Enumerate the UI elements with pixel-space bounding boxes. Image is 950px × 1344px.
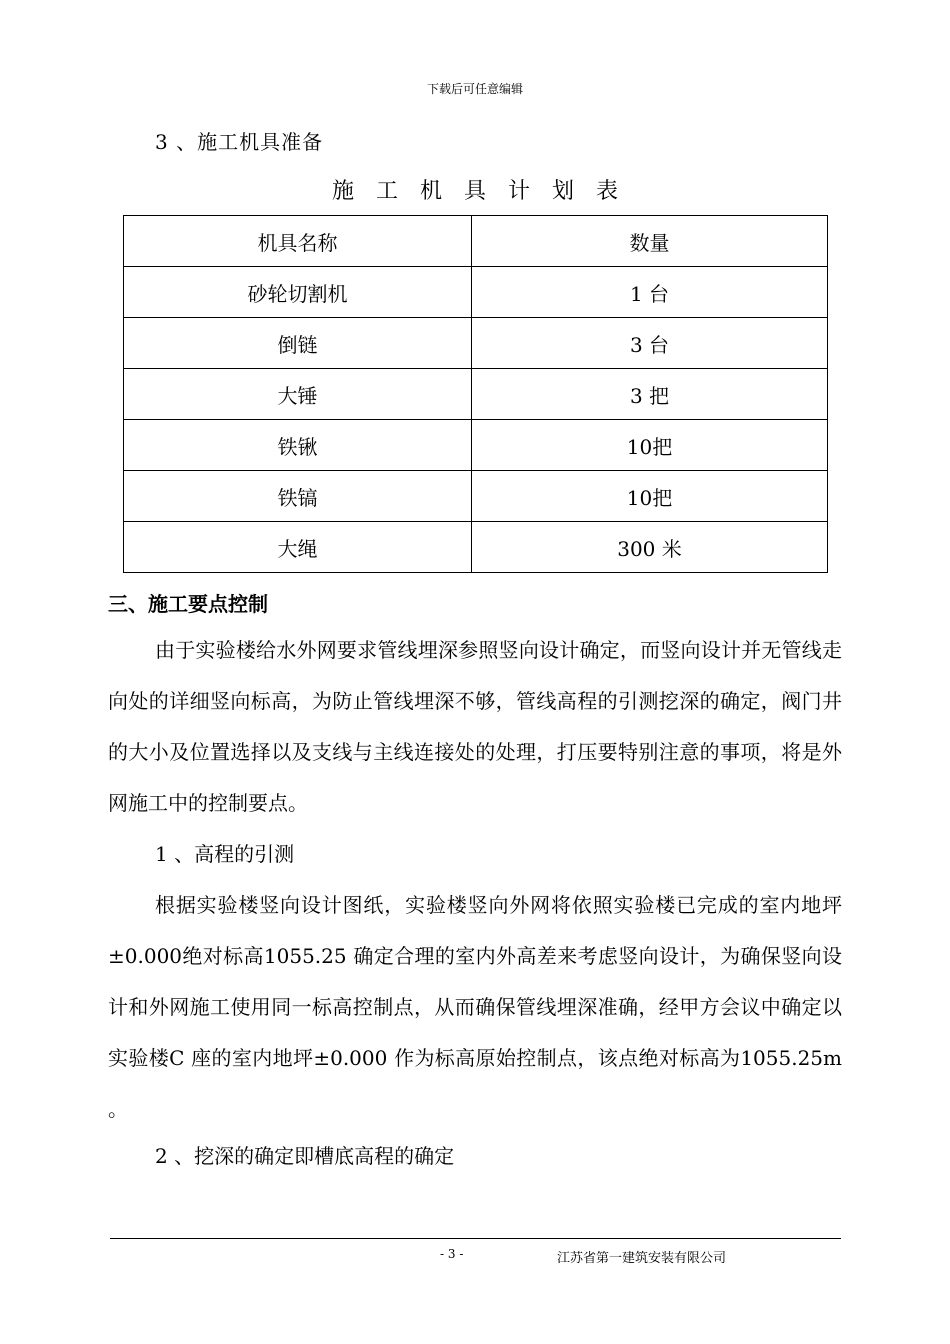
table-row — [124, 471, 828, 522]
table-header-row — [124, 216, 828, 267]
subsection-1-heading: 1 、高程的引测 — [155, 842, 295, 866]
machine-quantity-cell: 1 台 — [472, 267, 828, 318]
subsection-2-heading: 2 、挖深的确定即槽底高程的确定 — [155, 1144, 455, 1168]
table-row — [124, 420, 828, 471]
column-header-name: 机具名称 — [124, 216, 472, 267]
footer-company: 江苏省第一建筑安装有限公司 — [557, 1251, 727, 1266]
machine-name-cell: 大锤 — [124, 369, 472, 420]
section-title: 三、施工要点控制 — [108, 592, 268, 616]
intro-paragraph: 由于实验楼给水外网要求管线埋深参照竖向设计确定，而竖向设计并无管线走向处的详细竖向标高，为防止管线埋深不够，管线高程的引测挖深的确定，阀门井的大小及位置选择以及支线与主线连接处的处理，打压要特别注意的事项，将是外网施工中的控制要点。 — [108, 638, 842, 815]
machine-quantity-cell: 300 米 — [472, 522, 828, 573]
section-3-heading: 3 、施工机具准备 — [155, 130, 324, 154]
machine-name-cell: 铁镐 — [124, 471, 472, 522]
header-note: 下载后可任意编辑 — [426, 82, 523, 96]
table-row — [124, 369, 828, 420]
footer-divider — [110, 1238, 841, 1239]
table-row — [124, 267, 828, 318]
machine-quantity-cell: 3 把 — [472, 369, 828, 420]
machine-quantity-cell: 10把 — [472, 420, 828, 471]
machine-plan-table — [123, 215, 828, 573]
page-number: - 3 - — [440, 1247, 464, 1261]
machine-quantity-cell: 10把 — [472, 471, 828, 522]
table-row — [124, 318, 828, 369]
machine-name-cell: 铁锹 — [124, 420, 472, 471]
machine-name-cell: 倒链 — [124, 318, 472, 369]
machine-name-cell: 砂轮切割机 — [124, 267, 472, 318]
subsection-1-body: 根据实验楼竖向设计图纸，实验楼竖向外网将依照实验楼已完成的室内地坪±0.000绝对标高1055.25 确定合理的室内外高差来考虑竖向设计，为确保竖向设计和外网施工使用同一标高控制点，从而确保管线埋深准确，经甲方会议中确定以实验楼C 座的室内地坪±0.000 作为标高原始控制点，该点绝对标高为1055.25m 。 — [108, 893, 842, 1121]
table-row — [124, 522, 828, 573]
machine-quantity-cell: 3 台 — [472, 318, 828, 369]
column-header-quantity: 数量 — [472, 216, 828, 267]
table-title: 施工机具计划表 — [331, 179, 640, 204]
machine-name-cell: 大绳 — [124, 522, 472, 573]
